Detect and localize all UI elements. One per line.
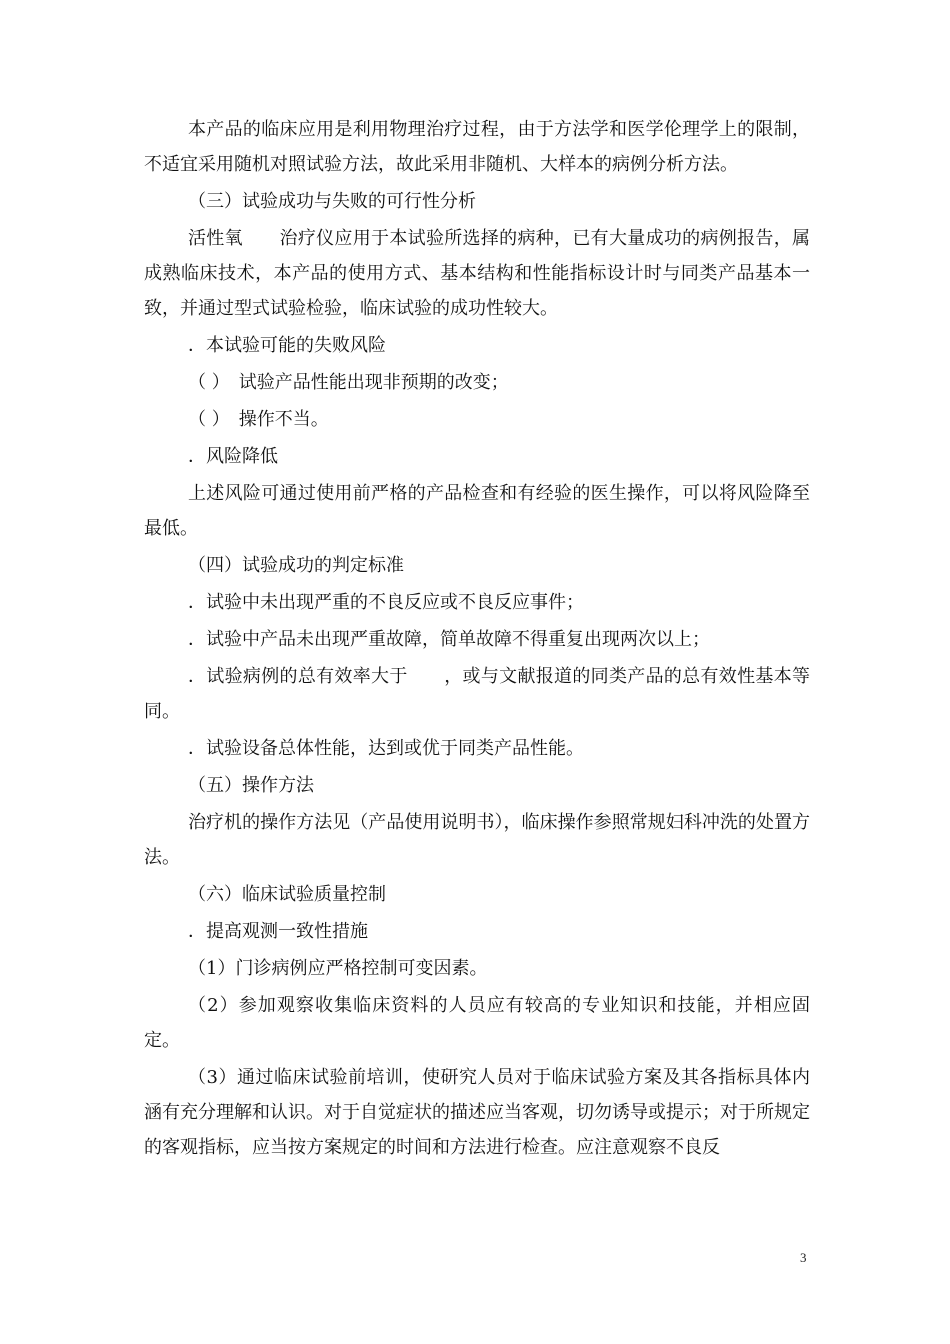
list-item-criteria-1: ．试验中未出现严重的不良反应或不良反应事件； — [188, 592, 584, 613]
list-item-criteria-3: ．试验病例的总有效率大于 ，或与文献报道的同类产品的总有效性基本等同。 — [144, 666, 810, 722]
heading-feasibility-analysis: （三）试验成功与失败的可行性分析 — [188, 191, 476, 212]
list-item-measure-2: （2）参加观察收集临床资料的人员应有较高的专业知识和技能，并相应固定。 — [144, 995, 810, 1051]
heading-operation-method: （五）操作方法 — [188, 775, 314, 796]
paragraph-feasibility: 活性氧 治疗仪应用于本试验所选择的病种，已有大量成功的病例报告，属成熟临床技术，本产品的使用方式、基本结构和性能指标设计时与同类产品基本一致，并通过型式试验检验，临床试验的成功性较大。 — [144, 228, 810, 319]
document-body — [144, 112, 810, 1167]
list-item-criteria-4: ．试验设备总体性能，达到或优于同类产品性能。 — [188, 738, 584, 759]
subheading-risk-reduction: ．风险降低 — [188, 446, 278, 467]
paragraph-operation-method: 治疗机的操作方法见（产品使用说明书），临床操作参照常规妇科冲洗的处置方法。 — [144, 812, 810, 868]
paragraph-risk-reduction: 上述风险可通过使用前严格的产品检查和有经验的医生操作，可以将风险降至最低。 — [144, 483, 810, 539]
subheading-failure-risk: ．本试验可能的失败风险 — [188, 335, 386, 356]
list-item-criteria-2: ．试验中产品未出现严重故障，简单故障不得重复出现两次以上； — [188, 629, 710, 650]
paragraph-method-rationale: 本产品的临床应用是利用物理治疗过程，由于方法学和医学伦理学上的限制，不适宜采用随机对照试验方法，故此采用非随机、大样本的病例分析方法。 — [144, 119, 810, 175]
heading-quality-control: （六）临床试验质量控制 — [188, 884, 386, 905]
heading-success-criteria: （四）试验成功的判定标准 — [188, 555, 404, 576]
page-number: 3 — [800, 1250, 807, 1265]
list-item-measure-1: （1）门诊病例应严格控制可变因素。 — [188, 958, 488, 979]
subheading-consistency-measures: ．提高观测一致性措施 — [188, 921, 368, 942]
list-item-measure-3: （3）通过临床试验前培训，使研究人员对于临床试验方案及其各指标具体内涵有充分理解和认识。对于自觉症状的描述应当客观，切勿诱导或提示；对于所规定的客观指标，应当按方案规定的时间和方法进行检查。应注意观察不良反 — [144, 1067, 810, 1158]
list-item-risk-2: （ ） 操作不当。 — [188, 409, 329, 430]
list-item-risk-1: （ ） 试验产品性能出现非预期的改变； — [188, 372, 509, 393]
